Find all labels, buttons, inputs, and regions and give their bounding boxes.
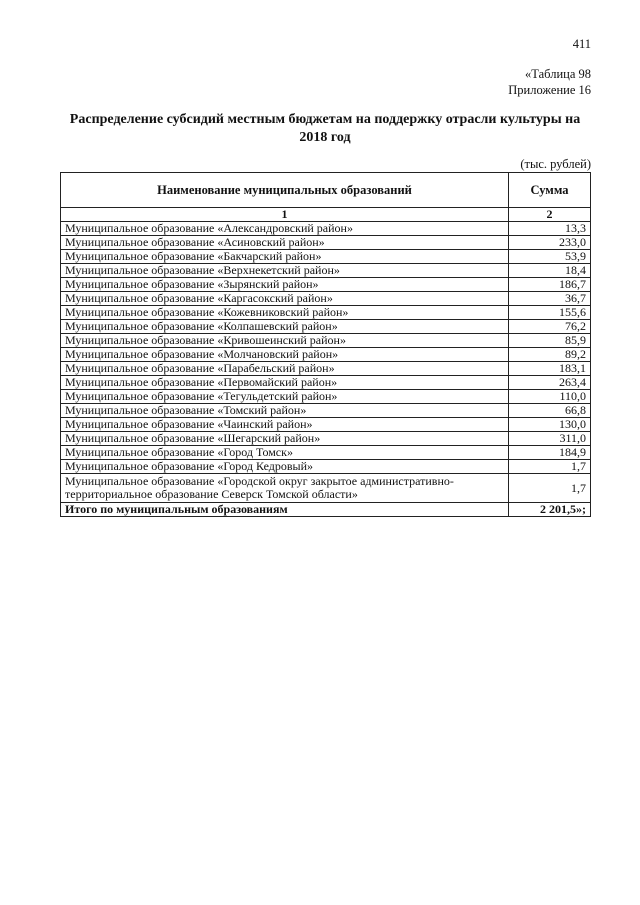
subsidy-table bbox=[60, 172, 591, 517]
municipality-name: Муниципальное образование «Томский район» bbox=[61, 404, 509, 418]
total-amount: 2 201,5»; bbox=[509, 503, 591, 517]
subsidy-amount: 85,9 bbox=[509, 334, 591, 348]
municipality-name: Муниципальное образование «Каргасокский район» bbox=[61, 292, 509, 306]
header-amount: Сумма bbox=[509, 173, 591, 208]
header-name: Наименование муниципальных образований bbox=[61, 173, 509, 208]
table-row bbox=[61, 432, 591, 446]
subsidy-amount: 1,7 bbox=[509, 474, 591, 503]
table-row bbox=[61, 278, 591, 292]
table-row bbox=[61, 404, 591, 418]
annex-appendix-label: Приложение 16 bbox=[508, 83, 591, 97]
table-row bbox=[61, 292, 591, 306]
subsidy-amount: 89,2 bbox=[509, 348, 591, 362]
subsidy-amount: 13,3 bbox=[509, 222, 591, 236]
municipality-name: Муниципальное образование «Колпашевский район» bbox=[61, 320, 509, 334]
municipality-name: Муниципальное образование «Александровский район» bbox=[61, 222, 509, 236]
table-row bbox=[61, 320, 591, 334]
subsidy-amount: 184,9 bbox=[509, 446, 591, 460]
units-label: (тыс. рублей) bbox=[520, 157, 591, 171]
subsidy-amount: 1,7 bbox=[509, 460, 591, 474]
table-row bbox=[61, 222, 591, 236]
table-row bbox=[61, 474, 591, 503]
subsidy-amount: 263,4 bbox=[509, 376, 591, 390]
subsidy-amount: 311,0 bbox=[509, 432, 591, 446]
subsidy-amount: 155,6 bbox=[509, 306, 591, 320]
annex-reference bbox=[508, 66, 591, 98]
subsidy-amount: 183,1 bbox=[509, 362, 591, 376]
table-row bbox=[61, 362, 591, 376]
subsidy-amount: 53,9 bbox=[509, 250, 591, 264]
annex-table-label: «Таблица 98 bbox=[525, 67, 591, 81]
subsidy-amount: 110,0 bbox=[509, 390, 591, 404]
municipality-name: Муниципальное образование «Город Кедровый» bbox=[61, 460, 509, 474]
subsidy-amount: 76,2 bbox=[509, 320, 591, 334]
municipality-name: Муниципальное образование «Бакчарский район» bbox=[61, 250, 509, 264]
subsidy-amount: 186,7 bbox=[509, 278, 591, 292]
municipality-name: Муниципальное образование «Шегарский район» bbox=[61, 432, 509, 446]
subsidy-amount: 18,4 bbox=[509, 264, 591, 278]
column-number-2: 2 bbox=[509, 208, 591, 222]
table-row bbox=[61, 390, 591, 404]
subsidy-amount: 36,7 bbox=[509, 292, 591, 306]
table-body bbox=[61, 222, 591, 517]
municipality-name: Муниципальное образование «Тегульдетский район» bbox=[61, 390, 509, 404]
total-label: Итого по муниципальным образованиям bbox=[61, 503, 509, 517]
table-row bbox=[61, 264, 591, 278]
table-row bbox=[61, 250, 591, 264]
municipality-name: Муниципальное образование «Парабельский район» bbox=[61, 362, 509, 376]
table-row bbox=[61, 306, 591, 320]
table-row bbox=[61, 348, 591, 362]
municipality-name: Муниципальное образование «Чаинский район» bbox=[61, 418, 509, 432]
table-row bbox=[61, 376, 591, 390]
document-title: Распределение субсидий местным бюджетам на поддержку отрасли культуры на 2018 год bbox=[69, 112, 581, 145]
page-number: 411 bbox=[572, 37, 591, 51]
municipality-name: Муниципальное образование «Городской округ закрытое административно-территориальное образование Северск Томской области» bbox=[61, 474, 509, 503]
total-row bbox=[61, 503, 591, 517]
municipality-name: Муниципальное образование «Кожевниковский район» bbox=[61, 306, 509, 320]
municipality-name: Муниципальное образование «Город Томск» bbox=[61, 446, 509, 460]
municipality-name: Муниципальное образование «Асиновский район» bbox=[61, 236, 509, 250]
municipality-name: Муниципальное образование «Зырянский район» bbox=[61, 278, 509, 292]
table-row bbox=[61, 446, 591, 460]
subsidy-amount: 233,0 bbox=[509, 236, 591, 250]
table-row bbox=[61, 236, 591, 250]
subsidy-amount: 130,0 bbox=[509, 418, 591, 432]
table-row bbox=[61, 460, 591, 474]
column-number-1: 1 bbox=[61, 208, 509, 222]
table-row bbox=[61, 334, 591, 348]
municipality-name: Муниципальное образование «Молчановский район» bbox=[61, 348, 509, 362]
municipality-name: Муниципальное образование «Первомайский район» bbox=[61, 376, 509, 390]
municipality-name: Муниципальное образование «Верхнекетский район» bbox=[61, 264, 509, 278]
subsidy-amount: 66,8 bbox=[509, 404, 591, 418]
table-row bbox=[61, 418, 591, 432]
municipality-name: Муниципальное образование «Кривошеинский район» bbox=[61, 334, 509, 348]
